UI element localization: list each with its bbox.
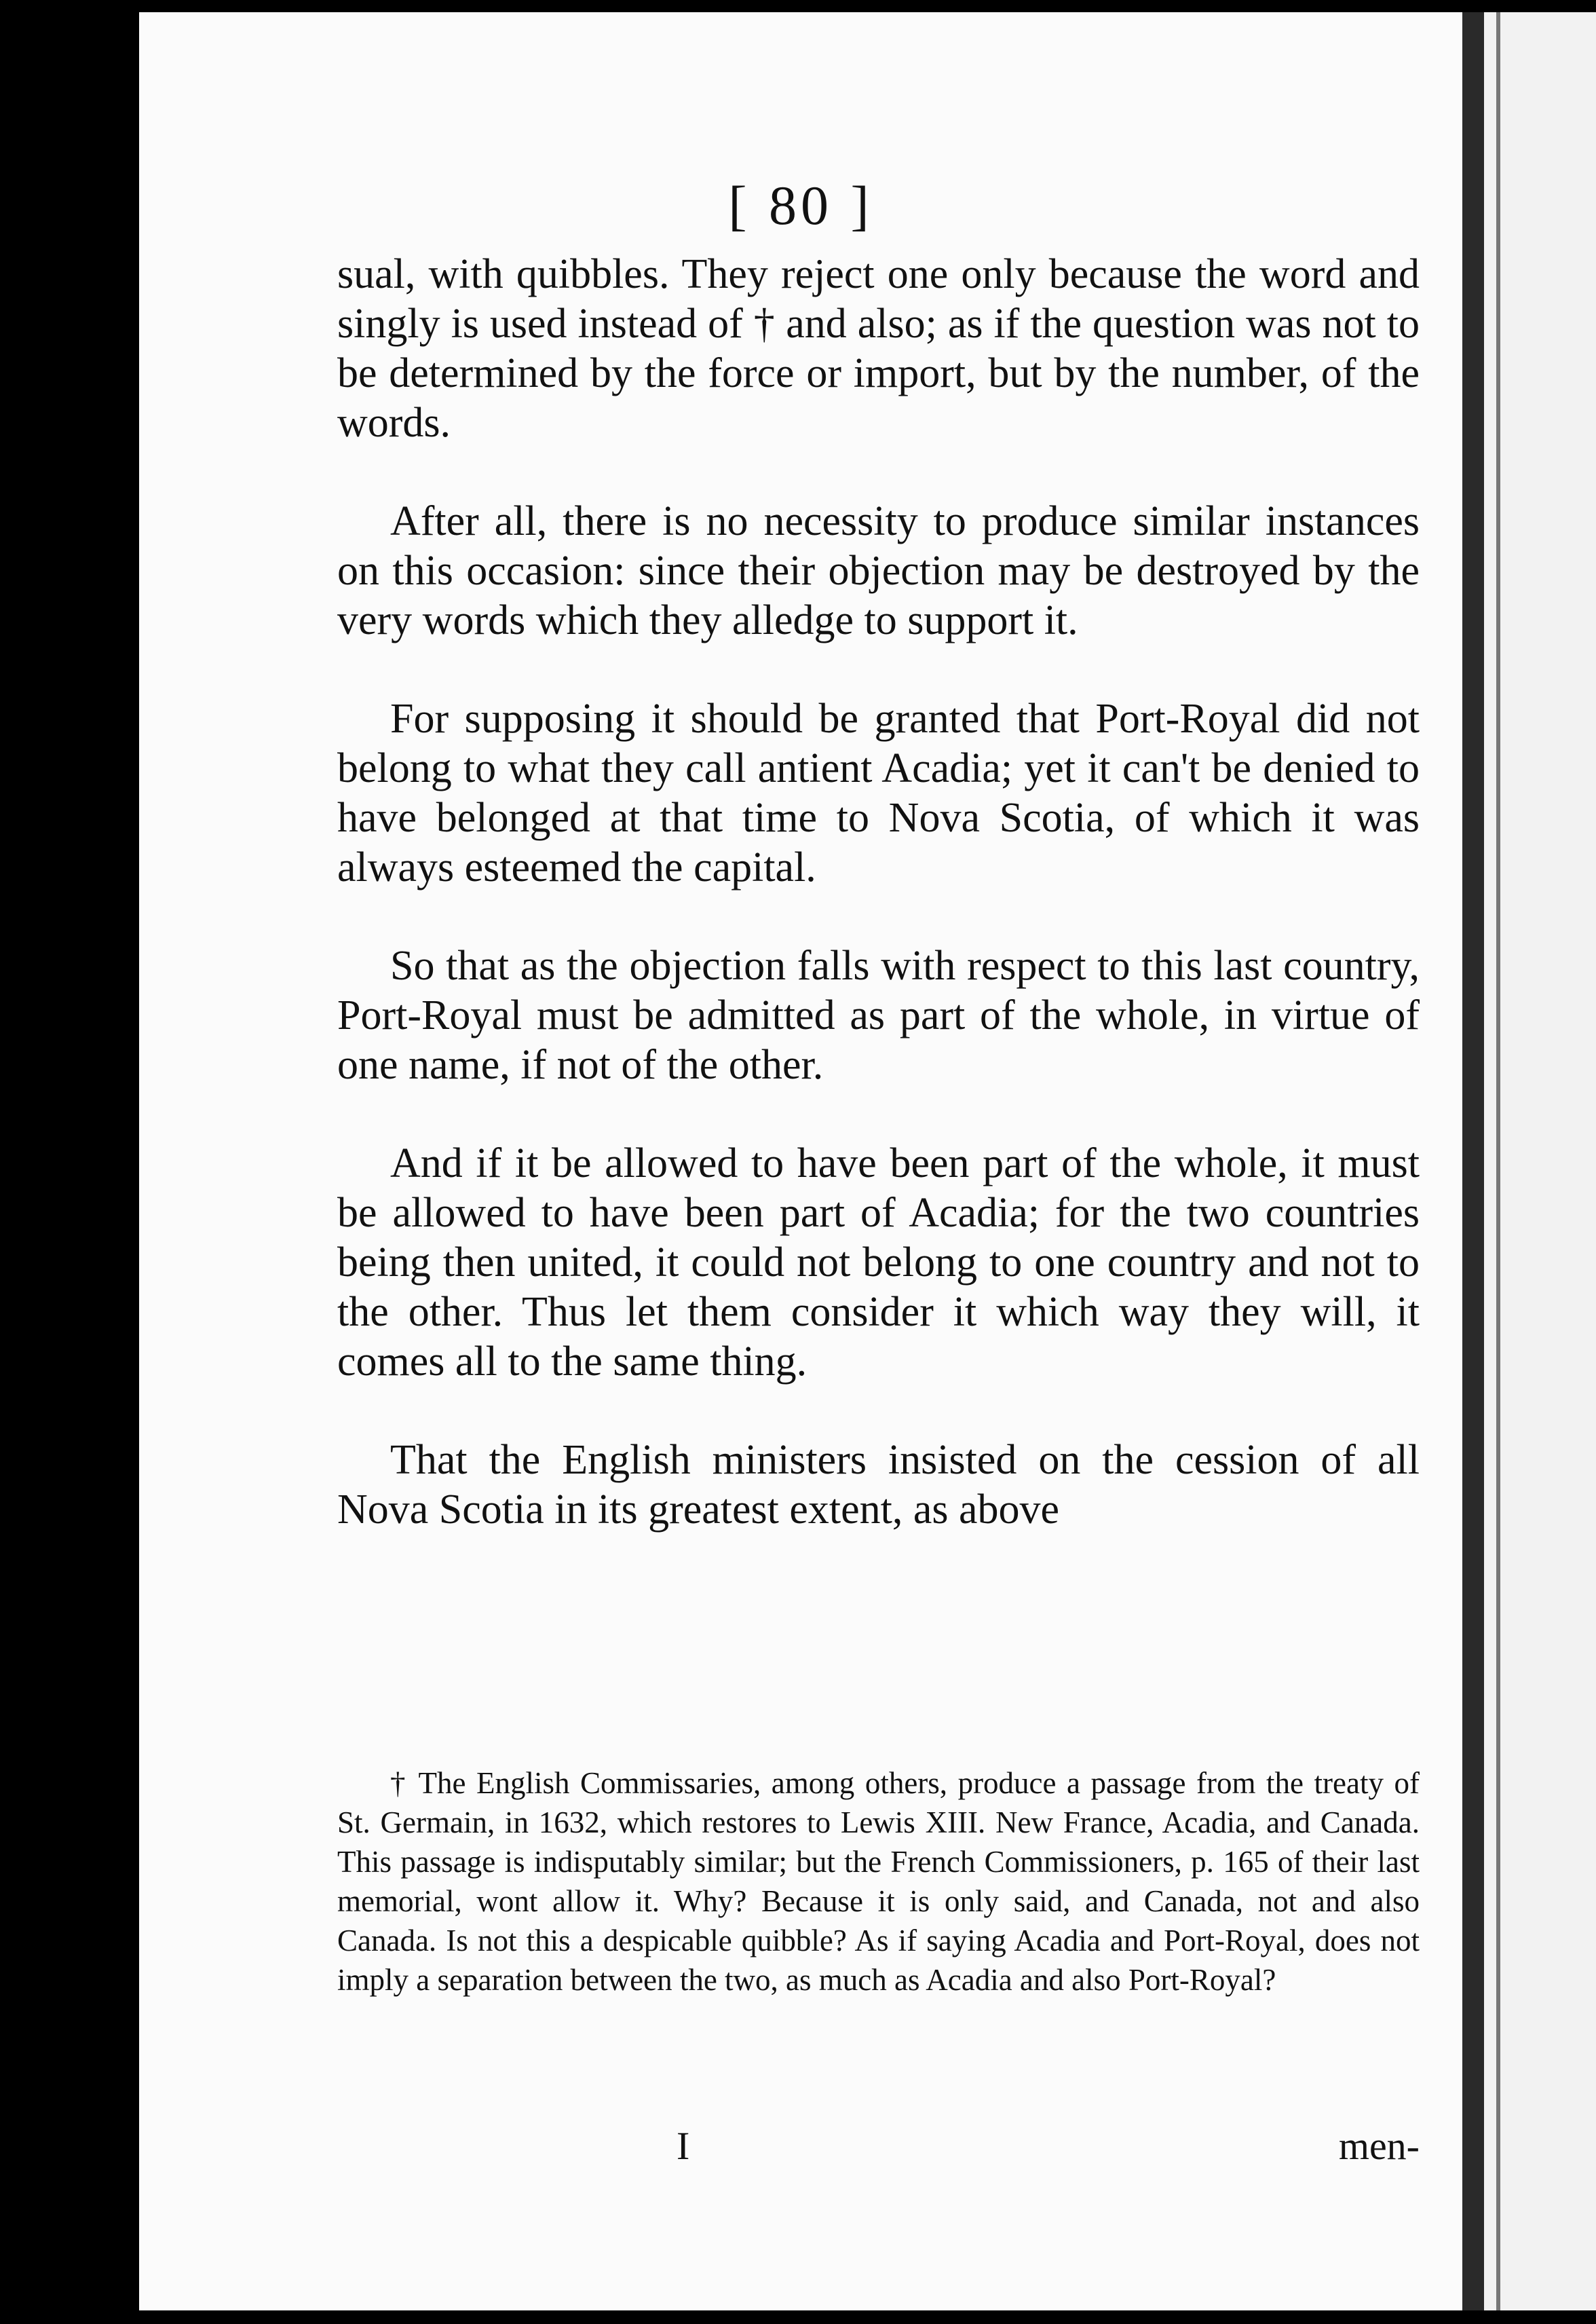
paragraph: sual, with quibbles. They reject one only because the word and singly is used instead of † and also; as if the question was not to be determined by the force or import, but by the number, of the words. (337, 251, 1420, 446)
facing-page-edge (1484, 12, 1596, 2310)
book-spine (1462, 12, 1484, 2310)
page-number: [ 80 ] (728, 174, 873, 236)
paragraph: And if it be allowed to have been part of the whole, it must be allowed to have been part of Acadia; for the two countries being then united, it could not belong to one country and not to the other. Thus let them consider it which way they will, it comes all to the same thing. (337, 1140, 1420, 1385)
paragraph: After all, there is no necessity to produce similar instances on this occasion: since their objection may be destroyed by the very words which they alledge to support it. (337, 498, 1420, 643)
paragraph: That the English ministers insisted on the cession of all Nova Scotia in its greatest extent, as above (337, 1437, 1420, 1533)
paragraph: For supposing it should be granted that Port-Royal did not belong to what they call antient Acadia; yet it can't be denied to have belonged at that time to Nova Scotia, of which it was always esteemed the capital. (337, 696, 1420, 891)
signature-mark: I (677, 2124, 690, 2168)
paragraph: So that as the objection falls with respect to this last country, Port-Royal must be admitted as part of the whole, in virtue of one name, if not of the other. (337, 943, 1420, 1088)
book-page (139, 12, 1462, 2310)
main-text (337, 250, 1420, 1583)
footnote: † The English Commissaries, among others, produce a passage from the treaty of St. Germain, in 1632, which restores to Lewis XIII. New France, Acadia, and Canada. This passage is indisputably similar; but the French Commissioners, p. 165 of their last memorial, wont allow it. Why? Because it is only said, and Canada, not and also Canada. Is not this a despicable quibble? As if saying Acadia and Port-Royal, does not imply a separation between the two, as much as Acadia and also Port-Royal? (337, 1766, 1420, 1997)
catchword: men- (1338, 2124, 1420, 2168)
